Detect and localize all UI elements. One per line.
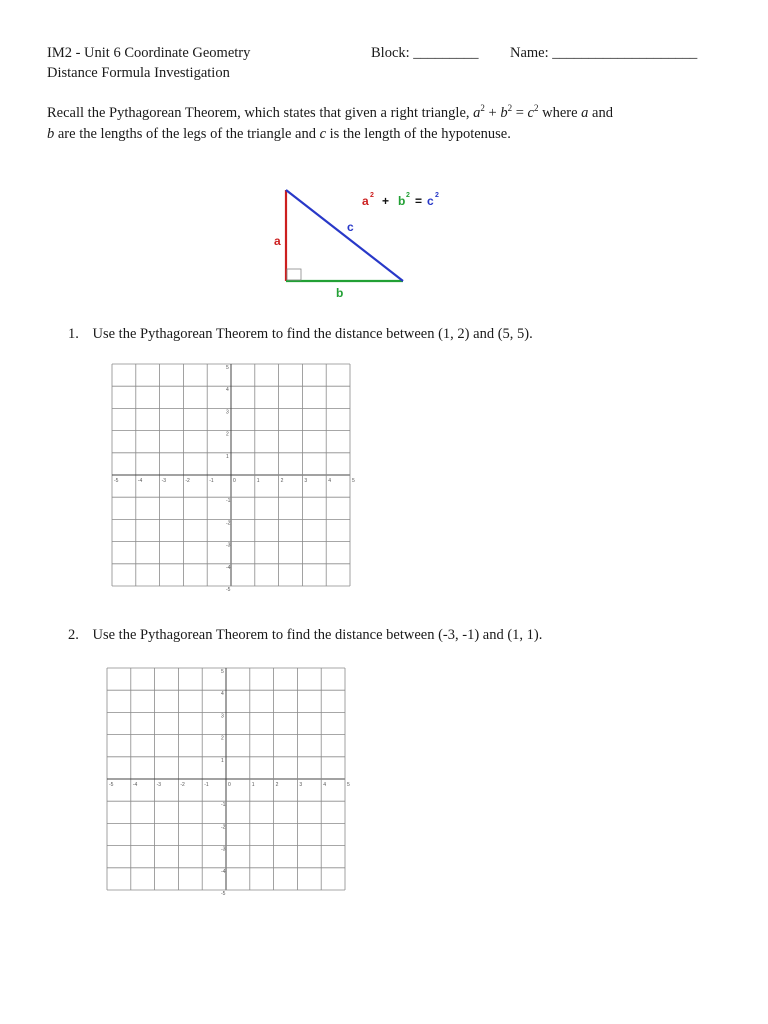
label-b: b bbox=[336, 286, 344, 300]
y-tick-label: -5 bbox=[226, 587, 231, 593]
block-blank: _________ bbox=[413, 45, 479, 61]
y-tick-label: 5 bbox=[226, 365, 229, 371]
label-a: a bbox=[274, 234, 281, 248]
y-tick-label: -4 bbox=[221, 868, 226, 875]
y-tick-label: 1 bbox=[221, 757, 224, 764]
label-c: c bbox=[347, 220, 354, 234]
formula-c: c bbox=[427, 194, 434, 208]
question-2 bbox=[68, 627, 542, 644]
name-label: Name: bbox=[510, 45, 549, 61]
x-tick-label: 4 bbox=[323, 782, 326, 788]
intro-text-4: are the lengths of the legs of the triangle and bbox=[54, 126, 320, 142]
y-tick-label: -2 bbox=[226, 520, 231, 527]
worksheet-title: IM2 - Unit 6 Coordinate Geometry bbox=[47, 45, 251, 61]
question-text: Use the Pythagorean Theorem to find the distance between (-3, -1) and (1, 1). bbox=[92, 627, 543, 643]
x-tick-label: -5 bbox=[109, 782, 114, 788]
x-tick-label: 1 bbox=[256, 478, 260, 484]
question-number: 2. bbox=[68, 627, 79, 643]
block-field bbox=[371, 43, 479, 63]
x-tick-label: 4 bbox=[328, 478, 331, 484]
intro-equals: = bbox=[512, 105, 528, 121]
x-tick-label: -1 bbox=[204, 782, 209, 788]
x-tick-label: -3 bbox=[156, 782, 162, 788]
x-tick-label: -4 bbox=[137, 478, 143, 484]
y-tick-label: -3 bbox=[226, 542, 231, 549]
y-tick-label: -1 bbox=[226, 498, 231, 505]
x-tick-label: 1 bbox=[251, 782, 255, 788]
x-tick-label: -2 bbox=[180, 782, 185, 788]
formula-equals: = bbox=[415, 194, 423, 208]
x-tick-label: -2 bbox=[185, 478, 190, 484]
intro-var-b: b bbox=[47, 126, 55, 142]
x-tick-label: 2 bbox=[280, 478, 284, 484]
x-tick-label: -5 bbox=[114, 478, 119, 484]
x-tick-label: 5 bbox=[347, 782, 350, 788]
x-tick-label: 0 bbox=[233, 478, 236, 484]
x-tick-label: 3 bbox=[299, 782, 303, 788]
y-tick-label: 2 bbox=[226, 431, 229, 438]
y-tick-label: -1 bbox=[221, 802, 226, 809]
y-tick-label: 3 bbox=[221, 713, 224, 720]
right-angle-mark bbox=[287, 269, 301, 280]
name-blank: ____________________ bbox=[552, 45, 698, 61]
y-tick-label: -2 bbox=[221, 824, 226, 831]
y-tick-label: -3 bbox=[221, 846, 226, 853]
name-field bbox=[510, 43, 697, 63]
y-tick-label: 3 bbox=[226, 409, 229, 416]
formula-exp-a: 2 bbox=[370, 192, 374, 199]
intro-var-a: a bbox=[473, 105, 481, 121]
y-tick-label: 4 bbox=[226, 387, 229, 394]
question-number: 1. bbox=[68, 326, 79, 342]
y-tick-label: 1 bbox=[226, 453, 229, 460]
intro-var-c: c bbox=[527, 105, 534, 121]
x-tick-label: -3 bbox=[161, 478, 167, 484]
intro-text-1: Recall the Pythagorean Theorem, which states that given a right triangle, bbox=[47, 105, 474, 121]
intro-var-b: b bbox=[500, 105, 508, 121]
intro-exp: 2 bbox=[507, 103, 513, 113]
formula-b: b bbox=[398, 194, 406, 208]
x-tick-label: 5 bbox=[352, 478, 355, 484]
intro-paragraph bbox=[47, 103, 727, 145]
y-tick-label: -4 bbox=[226, 564, 231, 571]
worksheet-subtitle: Distance Formula Investigation bbox=[47, 65, 230, 81]
formula-exp-b: 2 bbox=[406, 192, 410, 199]
intro-plus: + bbox=[484, 105, 501, 121]
formula-exp-c: 2 bbox=[435, 192, 439, 199]
formula-a: a bbox=[362, 194, 369, 208]
question-text: Use the Pythagorean Theorem to find the distance between (1, 2) and (5, 5). bbox=[92, 326, 533, 342]
intro-text-2: where bbox=[538, 105, 582, 121]
x-tick-label: -4 bbox=[132, 782, 138, 788]
right-triangle-diagram bbox=[255, 180, 455, 305]
intro-text-5: is the length of the hypotenuse. bbox=[326, 126, 511, 142]
x-tick-label: -1 bbox=[209, 478, 214, 484]
intro-text-3: and bbox=[588, 105, 613, 121]
question-1 bbox=[68, 326, 533, 343]
formula bbox=[362, 192, 439, 208]
x-tick-label: 2 bbox=[275, 782, 279, 788]
intro-exp: 2 bbox=[480, 103, 485, 113]
coordinate-grid-1[interactable] bbox=[112, 364, 355, 593]
block-label: Block: bbox=[371, 45, 410, 61]
intro-exp: 2 bbox=[533, 103, 539, 113]
formula-plus: + bbox=[382, 194, 390, 208]
y-tick-label: 4 bbox=[221, 691, 224, 698]
y-tick-label: -5 bbox=[221, 891, 226, 897]
y-tick-label: 5 bbox=[221, 669, 224, 675]
coordinate-grid-2[interactable] bbox=[107, 668, 350, 897]
x-tick-label: 0 bbox=[228, 782, 231, 788]
x-tick-label: 3 bbox=[304, 478, 308, 484]
y-tick-label: 2 bbox=[221, 735, 224, 742]
intro-var-c: c bbox=[319, 126, 327, 142]
intro-var-a: a bbox=[581, 105, 589, 121]
